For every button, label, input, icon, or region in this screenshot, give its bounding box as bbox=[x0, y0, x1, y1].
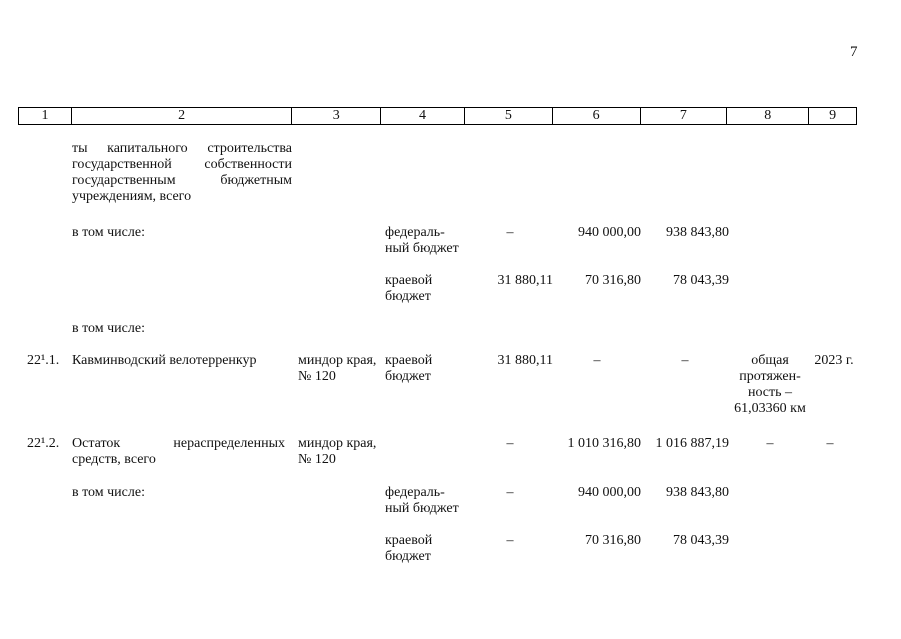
cell-col2: ты капитального строительства государственной собственности государственным бюджетным учреждениям, всего bbox=[72, 141, 292, 204]
cell-col6: 1 010 316,80 bbox=[567, 436, 641, 451]
cell-col2: в том числе: bbox=[72, 321, 145, 336]
cell-col2: Кавминводский велотерренкур bbox=[72, 353, 257, 368]
cell-col5: – bbox=[506, 533, 514, 548]
header-col-8: 8 bbox=[727, 108, 809, 124]
cell-col3: миндор края, № 120 bbox=[298, 436, 377, 467]
cell-col4: краевой бюджет bbox=[385, 533, 433, 564]
header-col-1: 1 bbox=[19, 108, 72, 124]
cell-col8: общая протяжен- ность – 61,03360 км bbox=[734, 353, 806, 416]
header-col-5: 5 bbox=[465, 108, 553, 124]
header-col-3: 3 bbox=[292, 108, 381, 124]
cell-col2: в том числе: bbox=[72, 225, 145, 240]
cell-col4: краевой бюджет bbox=[385, 273, 433, 304]
cell-col2: Остаток нераспределенных средств, всего bbox=[72, 436, 285, 467]
header-col-4: 4 bbox=[381, 108, 465, 124]
cell-col7: 78 043,39 bbox=[673, 533, 729, 548]
header-col-9: 9 bbox=[829, 108, 837, 123]
cell-col7: 1 016 887,19 bbox=[655, 436, 729, 451]
cell-col6: 70 316,80 bbox=[585, 273, 641, 288]
cell-col5: 31 880,11 bbox=[497, 273, 553, 288]
cell-col5: – bbox=[506, 436, 514, 451]
cell-col6: – bbox=[593, 353, 601, 368]
header-col-2: 2 bbox=[72, 108, 292, 124]
cell-col6: 940 000,00 bbox=[578, 485, 641, 500]
cell-col4: краевой бюджет bbox=[385, 353, 433, 384]
cell-col5: 31 880,11 bbox=[497, 353, 553, 368]
header-col-6: 6 bbox=[553, 108, 641, 124]
cell-col4: федераль- ный бюджет bbox=[385, 225, 459, 256]
cell-col9: – bbox=[826, 436, 834, 451]
cell-col7: 78 043,39 bbox=[673, 273, 729, 288]
table-header-row bbox=[18, 107, 857, 125]
cell-col6: 70 316,80 bbox=[585, 533, 641, 548]
cell-col3: миндор края, № 120 bbox=[298, 353, 377, 384]
cell-col7: – bbox=[681, 353, 689, 368]
cell-col1: 22¹.1. bbox=[27, 353, 60, 368]
cell-col1: 22¹.2. bbox=[27, 436, 60, 451]
cell-col5: – bbox=[506, 225, 514, 240]
cell-col6: 940 000,00 bbox=[578, 225, 641, 240]
cell-col7: 938 843,80 bbox=[666, 225, 729, 240]
cell-col5: – bbox=[506, 485, 514, 500]
cell-col2: в том числе: bbox=[72, 485, 145, 500]
cell-col9: 2023 г. bbox=[814, 353, 854, 368]
cell-col8: – bbox=[766, 436, 774, 451]
cell-col4: федераль- ный бюджет bbox=[385, 485, 459, 516]
header-col-7: 7 bbox=[641, 108, 728, 124]
cell-col7: 938 843,80 bbox=[666, 485, 729, 500]
page-number: 7 bbox=[850, 44, 858, 60]
